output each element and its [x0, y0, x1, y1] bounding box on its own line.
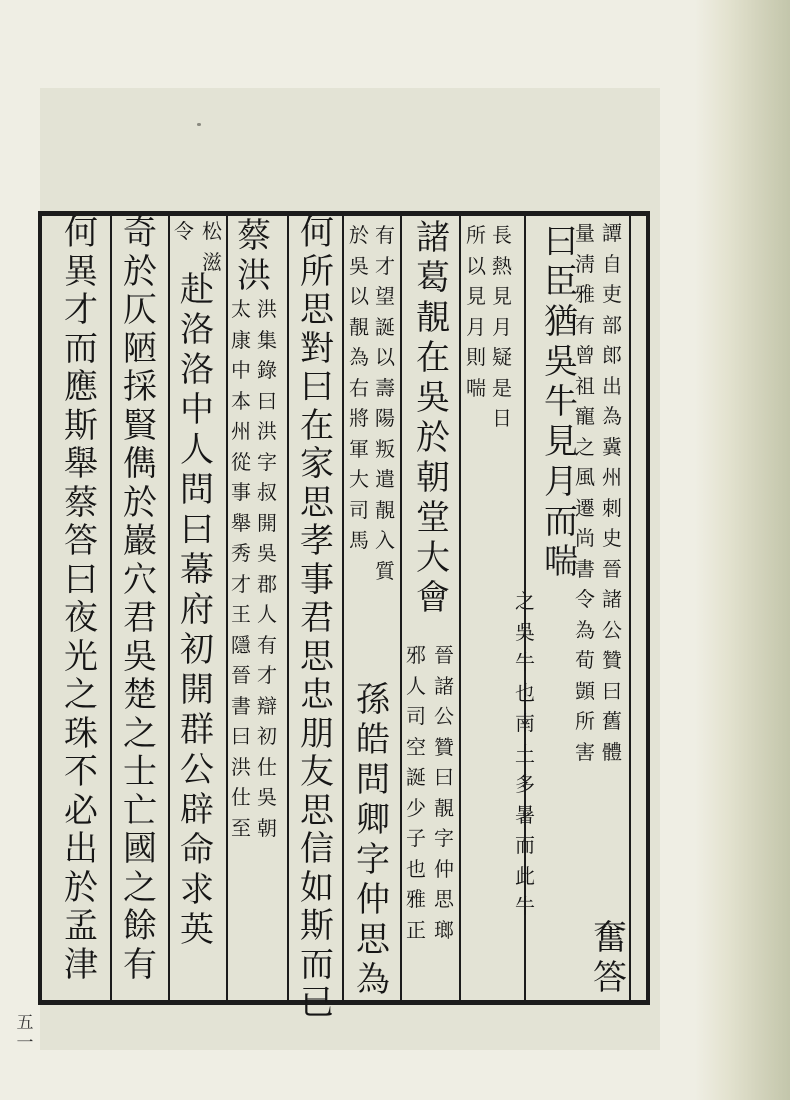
glyph: 諸 [434, 673, 454, 698]
glyph: 書 [575, 556, 595, 581]
glyph: 邪 [406, 643, 426, 667]
glyph: 家 [300, 444, 334, 484]
annotation-column [228, 294, 254, 843]
glyph: 堂 [416, 498, 450, 538]
glyph: 穴 [123, 559, 157, 600]
glyph: 譚 [602, 221, 622, 245]
glyph: 風 [575, 465, 595, 489]
glyph: 中 [231, 358, 251, 382]
glyph: 字 [434, 826, 454, 850]
glyph: 體 [602, 739, 622, 764]
glyph: 贊 [434, 734, 454, 759]
glyph: 部 [602, 312, 622, 337]
glyph: 馬 [349, 528, 369, 552]
glyph: 賢 [123, 405, 157, 446]
glyph: 日 [492, 406, 512, 430]
glyph: 奮 [593, 918, 627, 958]
glyph: 朝 [416, 458, 450, 498]
text-column [349, 680, 397, 1000]
glyph: 必 [64, 790, 98, 831]
glyph: 思 [300, 290, 334, 330]
glyph: 儁 [123, 444, 157, 484]
glyph: 卿 [356, 800, 390, 840]
page-number-glyph: 一 [16, 1033, 34, 1053]
glyph: 信 [300, 829, 334, 869]
glyph: 於 [349, 223, 369, 247]
glyph: 空 [406, 734, 426, 759]
glyph: 諸 [416, 218, 450, 258]
glyph: 公 [180, 750, 214, 790]
glyph: 思 [434, 887, 454, 911]
annotation-column [372, 220, 398, 586]
glyph: 以 [349, 284, 369, 308]
glyph: 牛 [515, 650, 535, 674]
glyph: 見 [544, 422, 578, 462]
glyph: 之 [575, 434, 595, 459]
glyph: 軍 [349, 436, 369, 461]
glyph: 命 [180, 830, 214, 870]
glyph: 州 [602, 465, 622, 489]
glyph: 於 [123, 482, 157, 523]
glyph: 猶 [544, 302, 578, 342]
glyph: 吳 [123, 636, 157, 677]
glyph: 吳 [257, 541, 277, 565]
glyph: 異 [64, 251, 98, 292]
glyph: 應 [64, 367, 98, 407]
glyph: 將 [349, 406, 369, 430]
annotation-column [513, 586, 537, 922]
page-number [14, 1013, 36, 1053]
glyph: 曰 [180, 510, 214, 550]
glyph: 多 [515, 772, 535, 796]
glyph: 開 [180, 670, 214, 710]
glyph: 幕 [180, 550, 214, 590]
glyph: 舉 [231, 510, 251, 535]
glyph: 喘 [544, 542, 578, 582]
glyph: 如 [300, 867, 334, 908]
glyph: 吏 [602, 282, 622, 306]
book-gutter-shadow [695, 0, 790, 1100]
glyph: 奇 [123, 213, 157, 253]
glyph: 大 [416, 538, 450, 578]
glyph: 士 [123, 752, 157, 792]
glyph: 舊 [602, 709, 622, 733]
glyph: 才 [257, 663, 277, 687]
glyph: 思 [300, 636, 334, 677]
glyph: 對 [300, 328, 334, 369]
glyph: 問 [356, 760, 390, 800]
glyph: 之 [123, 867, 157, 908]
ink-speck [197, 123, 201, 126]
glyph: 祖 [575, 373, 595, 398]
glyph: 思 [300, 790, 334, 831]
glyph: 之 [515, 589, 535, 613]
glyph: 錄 [257, 358, 277, 382]
glyph: 思 [300, 482, 334, 523]
glyph: 友 [300, 752, 334, 792]
glyph: 南 [515, 711, 535, 735]
glyph: 尚 [575, 526, 595, 550]
glyph: 叔 [257, 480, 277, 504]
glyph: 自 [602, 251, 622, 276]
glyph: 則 [466, 345, 486, 369]
glyph: 之 [64, 675, 98, 715]
text-column [232, 216, 276, 296]
annotation-column [430, 640, 458, 945]
column-rule [110, 211, 112, 1005]
glyph: 辟 [180, 790, 214, 830]
glyph: 誕 [375, 314, 395, 339]
glyph: 月 [492, 314, 512, 339]
glyph: 郡 [257, 571, 277, 596]
glyph: 滋 [202, 249, 222, 274]
glyph: 荀 [575, 648, 595, 672]
glyph: 見 [492, 284, 512, 308]
glyph: 人 [180, 430, 214, 470]
glyph: 字 [257, 449, 277, 474]
glyph: 初 [180, 630, 214, 670]
glyph: 朋 [300, 713, 334, 754]
glyph: 在 [300, 405, 334, 446]
glyph: 靚 [349, 314, 369, 339]
glyph: 仕 [231, 785, 251, 809]
glyph: 以 [466, 253, 486, 278]
column-rule [342, 211, 344, 1005]
glyph: 孟 [64, 906, 98, 946]
glyph: 出 [602, 373, 622, 398]
glyph: 蔡 [64, 482, 98, 523]
glyph: 暑 [515, 802, 535, 827]
glyph: 牛 [544, 382, 578, 422]
page-number-glyph: 五 [16, 1013, 34, 1033]
glyph: 顗 [575, 678, 595, 703]
glyph: 有 [575, 312, 595, 337]
glyph: 辯 [257, 693, 277, 718]
glyph: 有 [257, 632, 277, 657]
glyph: 公 [602, 617, 622, 642]
glyph: 瑯 [434, 917, 454, 942]
glyph: 牛 [515, 894, 535, 918]
glyph: 此 [515, 863, 535, 888]
glyph: 求 [180, 870, 214, 910]
glyph: 初 [257, 724, 277, 748]
glyph: 群 [180, 710, 214, 750]
glyph: 晉 [434, 643, 454, 667]
glyph: 仕 [257, 754, 277, 779]
glyph: 事 [300, 559, 334, 600]
glyph: 會 [416, 578, 450, 618]
glyph: 孫 [356, 680, 390, 720]
glyph: 叛 [375, 436, 395, 461]
glyph: 隱 [231, 632, 251, 657]
glyph: 洪 [257, 297, 277, 321]
glyph: 赴 [180, 270, 214, 310]
glyph: 之 [123, 713, 157, 754]
glyph: 中 [180, 390, 214, 430]
glyph: 也 [515, 680, 535, 705]
glyph: 松 [202, 219, 222, 243]
glyph: 吳 [416, 378, 450, 418]
glyph: 土 [515, 741, 535, 766]
glyph: 忠 [300, 675, 334, 715]
glyph: 喘 [466, 375, 486, 400]
text-column [293, 214, 341, 1023]
glyph: 吳 [349, 253, 369, 278]
glyph: 在 [416, 338, 450, 378]
glyph: 遷 [575, 495, 595, 520]
glyph: 質 [375, 558, 395, 583]
glyph: 巖 [123, 521, 157, 561]
glyph: 君 [300, 598, 334, 638]
glyph: 刺 [602, 495, 622, 520]
glyph: 遣 [375, 467, 395, 491]
glyph: 洪 [257, 419, 277, 443]
glyph: 曾 [575, 343, 595, 367]
glyph: 吳 [544, 342, 578, 382]
glyph: 至 [231, 815, 251, 840]
glyph: 才 [231, 571, 251, 596]
glyph: 不 [64, 752, 98, 792]
glyph: 害 [575, 739, 595, 764]
glyph: 仲 [356, 880, 390, 920]
glyph: 事 [231, 480, 251, 504]
glyph: 君 [123, 598, 157, 638]
glyph: 量 [575, 221, 595, 245]
glyph: 夜 [64, 598, 98, 638]
glyph: 才 [64, 290, 98, 330]
glyph: 吳 [515, 619, 535, 644]
glyph: 楚 [123, 675, 157, 715]
glyph: 冀 [602, 434, 622, 459]
glyph: 洛 [180, 310, 214, 350]
glyph: 蔡 [237, 216, 271, 256]
glyph: 餘 [123, 906, 157, 946]
annotation-column [462, 220, 490, 403]
glyph: 有 [375, 223, 395, 247]
glyph: 府 [180, 590, 214, 630]
glyph: 吳 [257, 785, 277, 809]
glyph: 司 [349, 497, 369, 522]
annotation-column [402, 640, 430, 945]
annotation-column [572, 218, 598, 767]
glyph: 亡 [123, 790, 157, 831]
glyph: 而 [64, 328, 98, 369]
glyph: 本 [231, 388, 251, 413]
glyph: 曰 [257, 388, 277, 413]
glyph: 舉 [64, 444, 98, 484]
glyph: 珠 [64, 713, 98, 754]
column-rule [287, 211, 289, 1005]
glyph: 英 [180, 910, 214, 950]
glyph: 公 [434, 704, 454, 728]
glyph: 曰 [231, 724, 251, 748]
glyph: 才 [375, 253, 395, 278]
glyph: 見 [466, 284, 486, 308]
glyph: 孝 [300, 521, 334, 561]
glyph: 為 [349, 345, 369, 369]
glyph: 國 [123, 829, 157, 869]
text-column [172, 270, 222, 950]
glyph: 靚 [416, 298, 450, 338]
glyph: 為 [356, 960, 390, 1000]
glyph: 為 [602, 404, 622, 428]
glyph: 長 [492, 223, 512, 247]
glyph: 為 [575, 617, 595, 642]
glyph: 正 [406, 917, 426, 942]
glyph: 令 [174, 219, 194, 243]
glyph: 而 [300, 944, 334, 985]
text-column [115, 214, 165, 984]
glyph: 少 [406, 795, 426, 820]
glyph: 寵 [575, 404, 595, 428]
glyph: 臣 [544, 262, 578, 302]
glyph: 史 [602, 526, 622, 550]
glyph: 洪 [237, 256, 271, 296]
glyph: 熱 [492, 253, 512, 278]
glyph: 月 [466, 314, 486, 339]
glyph: 右 [349, 375, 369, 400]
glyph: 思 [356, 920, 390, 960]
column-rule [629, 211, 631, 1005]
glyph: 雅 [575, 282, 595, 306]
glyph: 採 [123, 367, 157, 407]
glyph: 斯 [300, 906, 334, 946]
glyph: 曰 [602, 678, 622, 703]
glyph: 於 [64, 867, 98, 908]
glyph: 誕 [406, 765, 426, 789]
column-rule [168, 211, 170, 1005]
glyph: 出 [64, 829, 98, 869]
glyph: 答 [64, 521, 98, 561]
glyph: 康 [231, 327, 251, 352]
glyph: 答 [593, 958, 627, 998]
glyph: 已 [300, 983, 334, 1023]
glyph: 書 [231, 693, 251, 718]
glyph: 所 [300, 251, 334, 292]
glyph: 人 [406, 673, 426, 698]
glyph: 入 [375, 528, 395, 552]
annotation-column [488, 220, 516, 434]
annotation-column [200, 216, 224, 277]
glyph: 曰 [64, 559, 98, 600]
glyph: 靚 [375, 497, 395, 522]
text-column [410, 218, 456, 618]
glyph: 大 [349, 467, 369, 491]
glyph: 從 [231, 449, 251, 474]
glyph: 朝 [257, 815, 277, 840]
annotation-column [599, 218, 625, 767]
glyph: 子 [406, 826, 426, 850]
annotation-column [254, 294, 280, 843]
glyph: 葛 [416, 258, 450, 298]
glyph: 疑 [492, 345, 512, 369]
glyph: 曰 [434, 765, 454, 789]
glyph: 以 [375, 345, 395, 369]
glyph: 仲 [434, 856, 454, 881]
glyph: 而 [515, 833, 535, 857]
glyph: 月 [544, 462, 578, 502]
glyph: 斯 [64, 405, 98, 446]
glyph: 洪 [231, 754, 251, 779]
glyph: 郎 [602, 343, 622, 367]
glyph: 曰 [300, 367, 334, 407]
glyph: 司 [406, 704, 426, 728]
glyph: 王 [231, 602, 251, 626]
text-column [56, 214, 106, 984]
glyph: 太 [231, 297, 251, 321]
glyph: 光 [64, 636, 98, 677]
glyph: 也 [406, 856, 426, 881]
glyph: 皓 [356, 720, 390, 760]
glyph: 所 [575, 709, 595, 733]
glyph: 淸 [575, 251, 595, 276]
glyph: 所 [466, 223, 486, 247]
glyph: 何 [64, 213, 98, 253]
glyph: 集 [257, 327, 277, 352]
glyph: 秀 [231, 541, 251, 565]
glyph: 是 [492, 375, 512, 400]
annotation-column [346, 220, 372, 556]
glyph: 諸 [602, 587, 622, 611]
glyph: 壽 [375, 375, 395, 400]
glyph: 仄 [123, 290, 157, 330]
glyph: 於 [123, 251, 157, 292]
glyph: 於 [416, 418, 450, 458]
glyph: 贊 [602, 648, 622, 672]
glyph: 有 [123, 944, 157, 985]
glyph: 望 [375, 284, 395, 308]
glyph: 州 [231, 419, 251, 443]
text-column [590, 918, 630, 998]
glyph: 陋 [123, 328, 157, 369]
glyph: 晉 [231, 663, 251, 687]
annotation-column [172, 216, 196, 247]
glyph: 晉 [602, 556, 622, 581]
glyph: 洛 [180, 350, 214, 390]
glyph: 曰 [544, 222, 578, 262]
glyph: 何 [300, 213, 334, 253]
glyph: 而 [544, 502, 578, 542]
glyph: 津 [64, 944, 98, 985]
glyph: 雅 [406, 887, 426, 911]
glyph: 靚 [434, 795, 454, 820]
glyph: 令 [575, 587, 595, 611]
column-rule [459, 211, 461, 1005]
glyph: 字 [356, 840, 390, 880]
glyph: 問 [180, 470, 214, 510]
glyph: 陽 [375, 406, 395, 430]
glyph: 人 [257, 602, 277, 626]
glyph: 開 [257, 510, 277, 535]
